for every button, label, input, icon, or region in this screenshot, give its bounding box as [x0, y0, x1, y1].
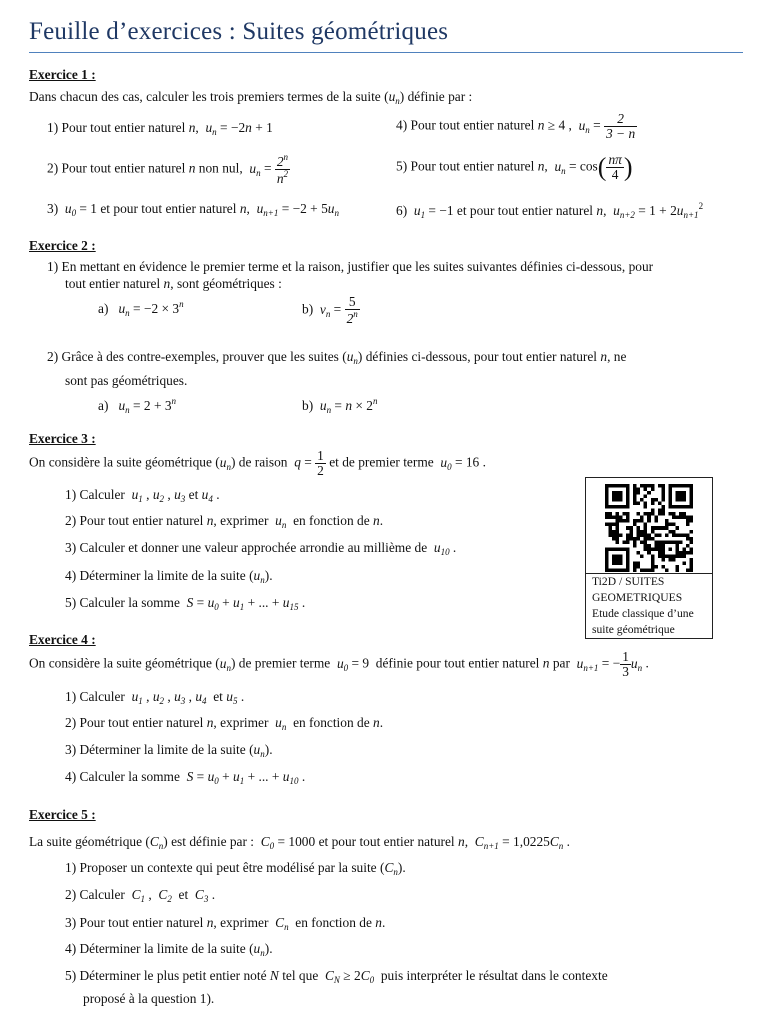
title-underline [29, 52, 743, 53]
exercise-2-q2-a: a) $u_n = 2 + 3^n$ [98, 396, 177, 415]
qr-caption-line-1: Ti2D / SUITES [592, 575, 665, 588]
exercise-2-q1-line1: 1) En mettant en évidence le premier terme et la raison, justifier que les suites suivantes définies ci-dessous, pour [47, 259, 654, 274]
exercise-2-heading: Exercice 2 : [29, 238, 96, 253]
exercise-3-q4: 4) Déterminer la limite de la suite $(u_n)$. [65, 568, 273, 585]
qr-code-panel [585, 477, 713, 639]
exercise-4-q3: 3) Déterminer la limite de la suite $(u_n)$. [65, 742, 273, 759]
exercise-1-item-5: 5) Pour tout entier naturel n, $u_n = \cos$( $\frac{n\pi}{4}$ ) [396, 152, 633, 183]
exercise-1-item-6: 6) $u_1 = -1$ et pour tout entier naturel n, $u_{n+2} = 1 + 2u_{n+1}^2$ [396, 201, 704, 220]
exercise-5-intro: La suite géométrique $(C_n)$ est définie par : $C_0 = 1000$ et pour tout entier naturel n, $C_{n+1} = 1,0225C_n$ . [29, 834, 570, 851]
exercise-4-q4: 4) Calculer la somme $S = u_0 + u_1$ + ... + $u_{10}$ . [65, 769, 306, 786]
exercise-1-heading: Exercice 1 : [29, 67, 96, 82]
exercise-2-q2-b: b) $u_n = n \times 2^n$ [302, 396, 378, 415]
exercise-3-q3: 3) Calculer et donner une valeur approchée arrondie au millième de $u_{10}$ . [65, 540, 457, 557]
exercise-1-item-1: 1) Pour tout entier naturel n, $u_n = -2n + 1$ [47, 120, 273, 137]
exercise-5-q4: 4) Déterminer la limite de la suite $(u_n)$. [65, 941, 273, 958]
exercise-1-item-3: 3) $u_0 = 1$ et pour tout entier naturel n, $u_{n+1} = -2 + 5u_n$ [47, 201, 339, 218]
exercise-1-item-4: 4) Pour tout entier naturel n ≥ 4 , $u_n$ = $\frac{2}{3 - n}$ [396, 111, 636, 142]
qr-caption-line-2: GEOMETRIQUES [592, 591, 683, 604]
qr-code-icon [605, 484, 693, 572]
exercise-5-q1: 1) Proposer un contexte qui peut être modélisé par la suite $(C_n)$. [65, 860, 406, 877]
page-title: Feuille d’exercices : Suites géométriques [29, 18, 449, 45]
exercise-3-q2: 2) Pour tout entier naturel n, exprimer $u_n$ en fonction de n. [65, 513, 384, 530]
exercise-2-q2-line1: 2) Grâce à des contre-exemples, prouver que les suites $(u_n)$ définies ci-dessous, pour tout entier naturel n, ne [47, 349, 627, 366]
exercise-3-intro: On considère la suite géométrique $(u_n)$ de raison q = $\frac{1}{2}$ et de premier terme $u_0 = 16$ . [29, 448, 486, 479]
exercise-4-intro: On considère la suite géométrique $(u_n)$ de premier terme $u_0 = 9$ définie pour tout entier naturel n par $u_{n+1}$ = − $\frac{1}{3}$ $u_n$ . [29, 649, 649, 680]
exercise-2-q1-a: a) $u_n = -2 \times 3^n$ [98, 299, 184, 318]
exercise-5-q5-line2: proposé à la question 1). [83, 991, 215, 1006]
exercise-4-heading: Exercice 4 : [29, 632, 96, 647]
exercise-5-q5-line1: 5) Déterminer le plus petit entier noté N tel que $C_N \ge 2C_0$ puis interpréter le résultat dans le contexte [65, 968, 608, 985]
exercise-3-q5: 5) Calculer la somme $S = u_0 + u_1$ + ... + $u_{15}$ . [65, 595, 306, 612]
exercise-2-q1-b: b) $v_n$ = $\frac{5}{2^n}$ [302, 294, 358, 327]
exercise-4-q2: 2) Pour tout entier naturel n, exprimer $u_n$ en fonction de n. [65, 715, 384, 732]
exercise-5-heading: Exercice 5 : [29, 807, 96, 822]
exercise-3-heading: Exercice 3 : [29, 431, 96, 446]
exercise-2-q1-line2: tout entier naturel n, sont géométriques : [65, 276, 282, 291]
exercise-5-q3: 3) Pour tout entier naturel n, exprimer $C_n$ en fonction de n. [65, 915, 386, 932]
exercise-5-q2: 2) Calculer $C_1$ , $C_2$ et $C_3$ . [65, 887, 216, 904]
exercise-2-q2-line2: sont pas géométriques. [65, 373, 188, 388]
exercise-1-intro: Dans chacun des cas, calculer les trois premiers termes de la suite $(u_n)$ définie par : [29, 89, 473, 106]
exercise-4-q1: 1) Calculer $u_1$ , $u_2$ , $u_3$ , $u_4$ et $u_5$ . [65, 689, 245, 706]
exercise-1-item-2: 2) Pour tout entier naturel n non nul, $u_n$ = $\frac{2^n}{n^2}$ [47, 152, 289, 187]
qr-caption-line-4: suite géométrique [592, 623, 675, 636]
qr-caption-line-3: Etude classique d’une [592, 607, 694, 620]
exercise-3-q1: 1) Calculer $u_1$ , $u_2$ , $u_3$ et $u_4$ . [65, 487, 220, 504]
